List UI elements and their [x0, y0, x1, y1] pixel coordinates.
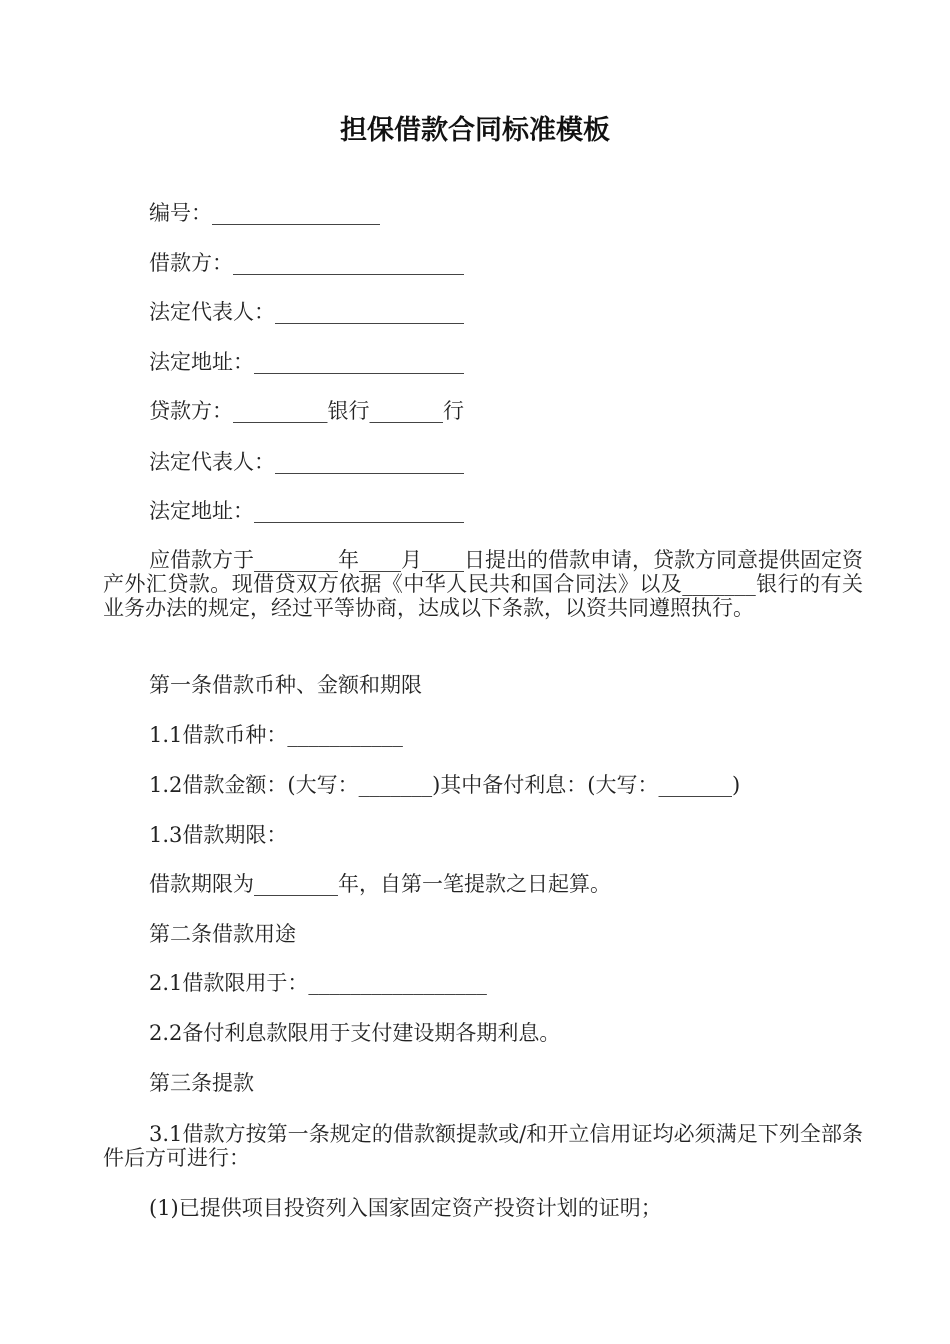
article-3-condition-1: (1)已提供项目投资列入国家固定资产投资计划的证明； [149, 1196, 662, 1220]
article-3-heading: 第三条提款 [149, 1071, 254, 1095]
article-1-heading: 第一条借款币种、金额和期限 [149, 673, 422, 697]
field-lender-address: 法定地址：____________________ [149, 499, 464, 523]
field-lender: 贷款方：_________银行_______行 [149, 399, 464, 423]
article-3-item-1: 3.1借款方按第一条规定的借款额提款或/和开立信用证均必须满足下列全部条件后方可进行： [103, 1122, 863, 1170]
field-borrower-representative: 法定代表人：__________________ [149, 300, 464, 324]
field-contract-number: 编号：________________ [149, 201, 380, 225]
article-1-item-1: 1.1借款币种：___________ [149, 723, 403, 747]
article-2-item-1: 2.1借款限用于：_________________ [149, 971, 487, 995]
intro-paragraph: 应借款方于________年____月____日提出的借款申请，贷款方同意提供固定资产外汇贷款。现借贷双方依据《中华人民共和国合同法》以及_______银行的有关业务办法的规定，经过平等协商，达成以下条款，以资共同遵照执行。 [103, 548, 863, 620]
article-2-item-2: 2.2备付利息款限用于支付建设期各期利息。 [149, 1021, 561, 1045]
article-2-heading: 第二条借款用途 [149, 922, 296, 946]
field-borrower-address: 法定地址：____________________ [149, 350, 464, 374]
article-1-term: 借款期限为________年，自第一笔提款之日起算。 [149, 872, 611, 896]
article-1-item-3: 1.3借款期限： [149, 823, 288, 847]
field-borrower: 借款方：______________________ [149, 251, 464, 275]
document-title: 担保借款合同标准模板 [340, 115, 610, 146]
field-lender-representative: 法定代表人：__________________ [149, 450, 464, 474]
article-1-item-2: 1.2借款金额：(大写：_______)其中备付利息：(大写：_______) [149, 773, 741, 797]
